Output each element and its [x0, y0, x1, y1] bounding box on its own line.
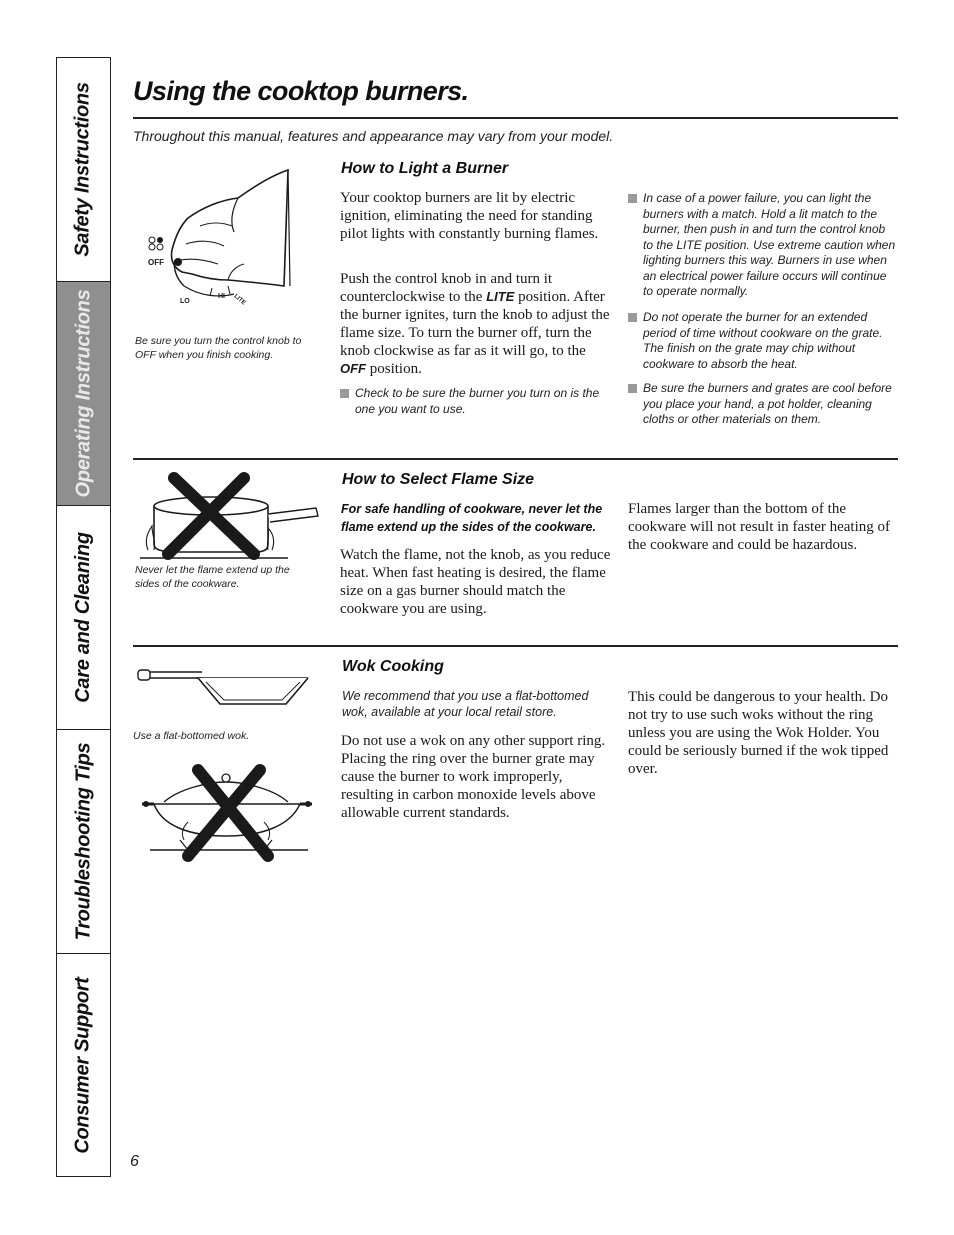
bullet-square-icon — [628, 313, 637, 322]
bullet-square-icon — [628, 384, 637, 393]
check-burner-tip: Check to be sure the burner you turn on is the one you want to use. — [340, 386, 608, 417]
list-item: Be sure the burners and grates are cool before you place your hand, a pot holder, cleaning cloths or other materials on them. — [628, 381, 898, 428]
bullet-square-icon — [340, 389, 349, 398]
section-divider — [133, 458, 898, 460]
flat-wok-illustration — [136, 664, 316, 712]
page-number: 6 — [130, 1153, 139, 1170]
knob-caption: Be sure you turn the control knob to OFF when you finish cooking. — [135, 335, 302, 361]
wok-heading: Wok Cooking — [342, 658, 444, 675]
light-burner-para-2: Push the control knob in and turn it counterclockwise to the LITE position. After the burner ignites, turn the knob to adjust the flame size. To turn the burner off, turn the knob clockwise as far as it will go, to the OFF position. — [340, 271, 610, 377]
tab-label: Operating Instructions — [72, 289, 94, 498]
round-wok-illustration — [140, 762, 315, 864]
tab-label: Safety Instructions — [72, 82, 94, 257]
cookware-safety-note: For safe handling of cookware, never let the flame extend up the sides of the cookware. — [341, 502, 603, 534]
tab-care-and-cleaning[interactable] — [57, 506, 110, 730]
knob-label-hi: HI — [218, 293, 225, 300]
wok-caption: Use a flat-bottomed wok. — [133, 730, 250, 742]
bullet-square-icon — [628, 194, 637, 203]
light-burner-heading: How to Light a Burner — [341, 160, 509, 177]
knob-label-off: OFF — [148, 258, 164, 267]
flame-size-para-1: Watch the flame, not the knob, as you reduce heat. When fast heating is desired, the flame size on a gas burner should match the cookware you are using. — [340, 547, 611, 617]
page-title: Using the cooktop burners. — [133, 76, 469, 106]
page-subtitle: Throughout this manual, features and appearance may vary from your model. — [133, 128, 614, 144]
light-burner-para-1: Your cooktop burners are lit by electric ignition, eliminating the need for standing pilot lights with constantly burning flames. — [340, 190, 599, 242]
knob-label-lite: LITE — [232, 293, 247, 307]
flame-caption: Never let the flame extend up the sides of the cookware. — [135, 564, 290, 590]
tab-consumer-support[interactable] — [57, 954, 110, 1176]
list-item: In case of a power failure, you can light the burners with a match. Hold a lit match to the burner, then push in and turn the control knob to the LITE position. Use extreme caution when lighting burners this way. Burners in use when an electrical power failure occurs will continue to operate normally. — [628, 191, 898, 300]
flame-size-para-2: Flames larger than the bottom of the cookware will not result in faster heating of the cookware and could be hazardous. — [628, 501, 891, 553]
lite-emphasis: LITE — [486, 289, 515, 304]
tab-label: Troubleshooting Tips — [72, 742, 95, 941]
wok-para-1: Do not use a wok on any other support ring. Placing the ring over the burner grate may cause the burner to work improperly, resulting in carbon monoxide levels above allowable current standards. — [341, 733, 606, 821]
wok-recommend-note: We recommend that you use a flat-bottomed wok, available at your local retail store. — [342, 689, 589, 719]
tab-label: Consumer Support — [72, 976, 95, 1154]
title-rule — [133, 117, 898, 119]
pot-flame-illustration — [138, 470, 323, 562]
wok-para-2: This could be dangerous to your health. Do not try to use such woks without the ring unless you are using the Wok Holder. You could be seriously burned if the wok tipped over. — [628, 689, 889, 777]
list-item: Do not operate the burner for an extended period of time without cookware on the grate. The finish on the grate may chip without cookware to absorb the heat. — [628, 310, 898, 372]
knob-label-lo: LO — [180, 298, 190, 305]
tab-label: Care and Cleaning — [72, 532, 94, 703]
tab-operating-instructions[interactable] — [57, 282, 110, 506]
tab-troubleshooting-tips[interactable] — [57, 730, 110, 954]
flame-size-heading: How to Select Flame Size — [342, 471, 535, 488]
section-divider — [133, 645, 898, 647]
section-tabs — [56, 57, 111, 1177]
knob-hand-illustration — [140, 168, 330, 313]
tab-safety-instructions[interactable] — [57, 58, 110, 282]
off-emphasis: OFF — [340, 361, 366, 376]
